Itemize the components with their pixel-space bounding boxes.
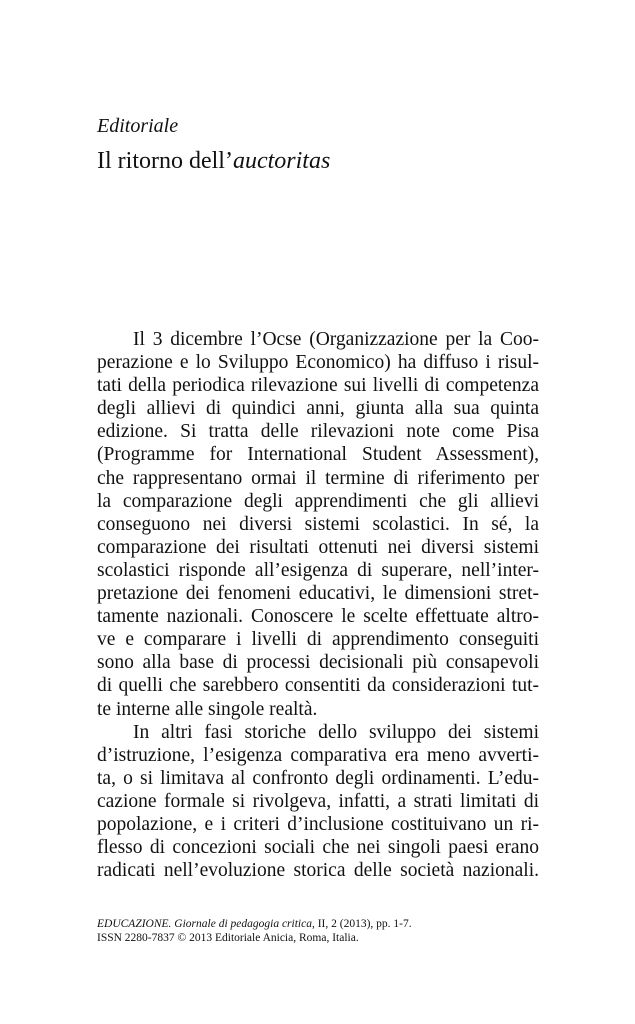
text-line: ta, o si limitava al confronto degli ordinamenti. L’edu- — [97, 767, 539, 789]
paragraph — [97, 328, 539, 721]
text-line: di quelli che sarebbero consentiti da considerazioni tut- — [97, 675, 539, 697]
text-line: che rappresentano ormai il termine di riferimento per — [97, 467, 539, 489]
text-line: flesso di concezioni sociali che nei singoli paesi erano — [97, 837, 539, 859]
journal-name: EDUCAZIONE. Giornale di pedagogia critica — [97, 918, 312, 930]
issn-line: ISSN 2280-7837 © 2013 Editoriale Anicia, Roma, Italia. — [97, 932, 359, 944]
page-footer — [97, 917, 412, 945]
article-title-prefix: Il ritorno dell’ — [97, 148, 233, 174]
text-line: d’istruzione, l’esigenza comparativa era meno avverti- — [97, 744, 539, 766]
text-line: ve e comparare i livelli di apprendimento conseguiti — [97, 629, 539, 651]
article-body — [97, 328, 539, 882]
citation-line — [97, 917, 412, 931]
text-line: radicati nell’evoluzione storica delle società nazionali. — [97, 860, 539, 882]
text-line: sono alla base di processi decisionali più consapevoli — [97, 652, 539, 674]
text-line: perazione e lo Sviluppo Economico) ha diffuso i risul- — [97, 352, 539, 374]
journal-details: , II, 2 (2013), pp. 1-7. — [311, 918, 412, 930]
text-line: tati della periodica rilevazione sui livelli di competenza — [97, 375, 539, 397]
article-title-italic: auctoritas — [232, 148, 331, 174]
text-line: Il 3 dicembre l’Ocse (Organizzazione per la Coo- — [133, 329, 539, 350]
article-title — [97, 146, 330, 176]
text-line: tamente nazionali. Conoscere le scelte effettuate altro- — [97, 606, 539, 628]
text-line: cazione formale si rivolgeva, infatti, a strati limitati di — [97, 790, 539, 812]
text-line: popolazione, e i criteri d’inclusione costituivano un ri- — [97, 813, 539, 835]
section-label: Editoriale — [97, 115, 179, 137]
text-line: (Programme for International Student Assessment), — [97, 444, 539, 466]
text-line: conseguono nei diversi sistemi scolastici. In sé, la — [97, 513, 539, 535]
text-line: scolastici risponde all’esigenza di superare, nell’inter- — [97, 559, 539, 581]
text-line: In altri fasi storiche dello sviluppo dei sistemi — [133, 721, 539, 743]
text-line: la comparazione degli apprendimenti che gli allievi — [97, 490, 539, 512]
paragraph — [97, 721, 539, 883]
text-line: pretazione dei fenomeni educativi, le dimensioni stret- — [97, 583, 539, 605]
text-line: comparazione dei risultati ottenuti nei diversi sistemi — [97, 536, 539, 558]
text-line: te interne alle singole realtà. — [97, 698, 318, 720]
text-line: degli allievi di quindici anni, giunta alla sua quinta — [97, 398, 539, 420]
text-line: edizione. Si tratta delle rilevazioni note come Pisa — [97, 421, 539, 443]
